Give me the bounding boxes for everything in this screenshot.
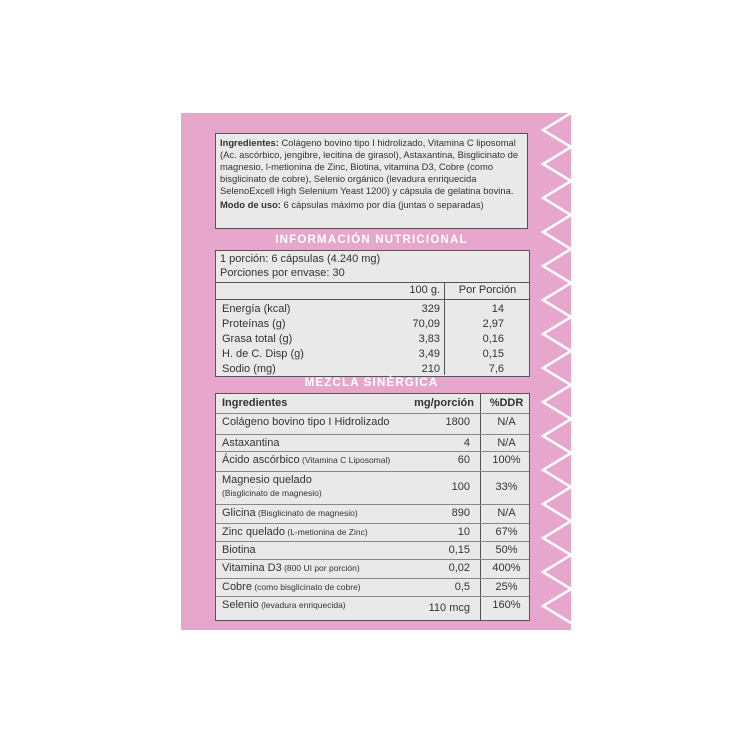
mix-ingredient-name: Glicina (222, 507, 256, 519)
mix-mg: 0,5 (454, 581, 470, 593)
mix-mg: 100 (451, 481, 470, 493)
mix-row (216, 526, 529, 541)
nutrition-title: INFORMACIÓN NUTRICIONAL (275, 234, 468, 246)
mix-mg: 0,02 (448, 562, 470, 574)
col-100g-header: 100 g. (409, 284, 440, 296)
mix-ddr: N/A (497, 437, 516, 449)
row-divider (216, 596, 529, 597)
nutrient-name: Energía (kcal) (222, 303, 291, 315)
mix-row (216, 454, 529, 471)
servings-text: Porciones por envase: 30 (220, 267, 345, 279)
nutrient-perportion: 0,15 (482, 348, 504, 360)
mix-mg: 110 mcg (428, 602, 470, 614)
row-divider (216, 541, 529, 542)
mix-ddr: N/A (497, 416, 516, 428)
mix-ingredient-sub: (Vitamina C Liposomal) (299, 455, 391, 465)
mix-ingredient-name: Magnesio quelado (222, 474, 312, 486)
nutrient-per100: 329 (421, 303, 440, 315)
mix-row (216, 507, 529, 523)
mix-row (216, 562, 529, 578)
nutrient-per100: 210 (421, 363, 440, 375)
ingredients-card (215, 133, 528, 229)
mix-ingredient-name: Colágeno bovino tipo I Hidrolizado (222, 416, 390, 428)
mix-ingredient-sub: (Bisglicinato de magnesio) (255, 508, 358, 518)
mix-card (215, 393, 530, 621)
row-divider (216, 434, 529, 435)
mix-head-ingredients: Ingredientes (222, 397, 288, 409)
mix-ingredient-name: Vitamina D3 (222, 562, 282, 574)
row-divider (216, 451, 529, 452)
usage-paragraph (220, 199, 523, 211)
mix-mg: 4 (463, 437, 470, 449)
mix-ingredient-sub: (Bisglicinato de magnesio) (222, 488, 322, 498)
ingredients-label: Ingredientes: (220, 137, 279, 148)
nutrient-perportion: 14 (491, 303, 504, 315)
nutrition-table-header (216, 283, 529, 300)
mix-ddr: 400% (492, 562, 521, 574)
mix-ingredient-name: Biotina (222, 544, 256, 556)
row-divider (216, 413, 529, 414)
mix-ddr: 33% (495, 481, 518, 493)
portion-text: 1 porción: 6 cápsulas (4.240 mg) (220, 253, 381, 265)
nutrition-table (216, 282, 529, 375)
mix-mg: 1800 (445, 416, 470, 428)
mix-ingredient-name: Ácido ascórbico (222, 454, 300, 466)
nutrient-perportion: 7,6 (488, 363, 504, 375)
mix-mg: 60 (457, 454, 470, 466)
ingredients-text: Colágeno bovino tipo I hidrolizado, Vitamina C liposomal (Ac. ascórbico, jengibre, lecitina de girasol), Astaxantina, Bisglicinato de magnesio, l-metionina de Zinc, Biotina, vitamina D3, Cobre (como bisglicinato de cobre), Selenio orgánico (levadura enriquecida SelenoExcell High Selenium Yeast 1200) y cápsula de gelatina bovina. (220, 137, 519, 196)
usage-label: Modo de uso: (220, 199, 281, 210)
mix-ingredient-name: Cobre (222, 581, 252, 593)
mix-row (216, 474, 529, 504)
mix-ddr: N/A (497, 507, 516, 519)
mix-head-mg: mg/porción (414, 397, 474, 409)
row-divider (216, 471, 529, 472)
mix-mg: 0,15 (448, 544, 470, 556)
mix-row (216, 437, 529, 451)
mix-row (216, 416, 529, 434)
mix-ingredient-name: Zinc quelado (222, 526, 285, 538)
mix-ingredient-sub: (800 UI por porción) (281, 563, 360, 573)
mix-ddr: 50% (495, 544, 518, 556)
mix-row (216, 544, 529, 559)
nutrition-card (215, 250, 530, 377)
nutrient-name: Proteínas (g) (222, 318, 286, 330)
nutrient-name: Sodio (mg) (222, 363, 276, 375)
row-divider (216, 559, 529, 560)
ingredients-paragraph (220, 137, 523, 197)
mix-mg: 10 (457, 526, 470, 538)
nutrient-name: Grasa total (g) (222, 333, 293, 345)
column-divider (444, 283, 445, 375)
mix-ddr: 67% (495, 526, 518, 538)
usage-text: 6 cápsulas máximo por día (juntas o separadas) (280, 199, 484, 210)
zigzag-edge (535, 113, 571, 630)
mix-ingredient-name: Astaxantina (222, 437, 280, 449)
nutrient-per100: 3,83 (418, 333, 440, 345)
mix-ingredient-sub: (como bisglicinato de cobre) (251, 582, 361, 592)
mix-row (216, 599, 529, 617)
nutrient-perportion: 2,97 (482, 318, 504, 330)
nutrient-name: H. de C. Disp (g) (222, 348, 304, 360)
row-divider (216, 504, 529, 505)
col-portion-header: Por Porción (458, 284, 517, 296)
mix-title: MEZCLA SINÉRGICA (304, 377, 439, 389)
mix-row (216, 581, 529, 596)
mix-ddr: 160% (492, 599, 521, 611)
mix-ingredient-sub: (levadura enriquecida) (258, 600, 346, 610)
mix-ingredient-sub: (L-metionina de Zinc) (285, 527, 368, 537)
mix-ddr: 100% (492, 454, 521, 466)
mix-head-ddr: %DDR (489, 397, 524, 409)
mix-ddr: 25% (495, 581, 518, 593)
nutrient-perportion: 0,16 (482, 333, 504, 345)
mix-ingredient-name: Selenio (222, 599, 259, 611)
nutrient-per100: 3,49 (418, 348, 440, 360)
row-divider (216, 578, 529, 579)
mix-mg: 890 (451, 507, 470, 519)
row-divider (216, 523, 529, 524)
nutrient-per100: 70,09 (412, 318, 440, 330)
